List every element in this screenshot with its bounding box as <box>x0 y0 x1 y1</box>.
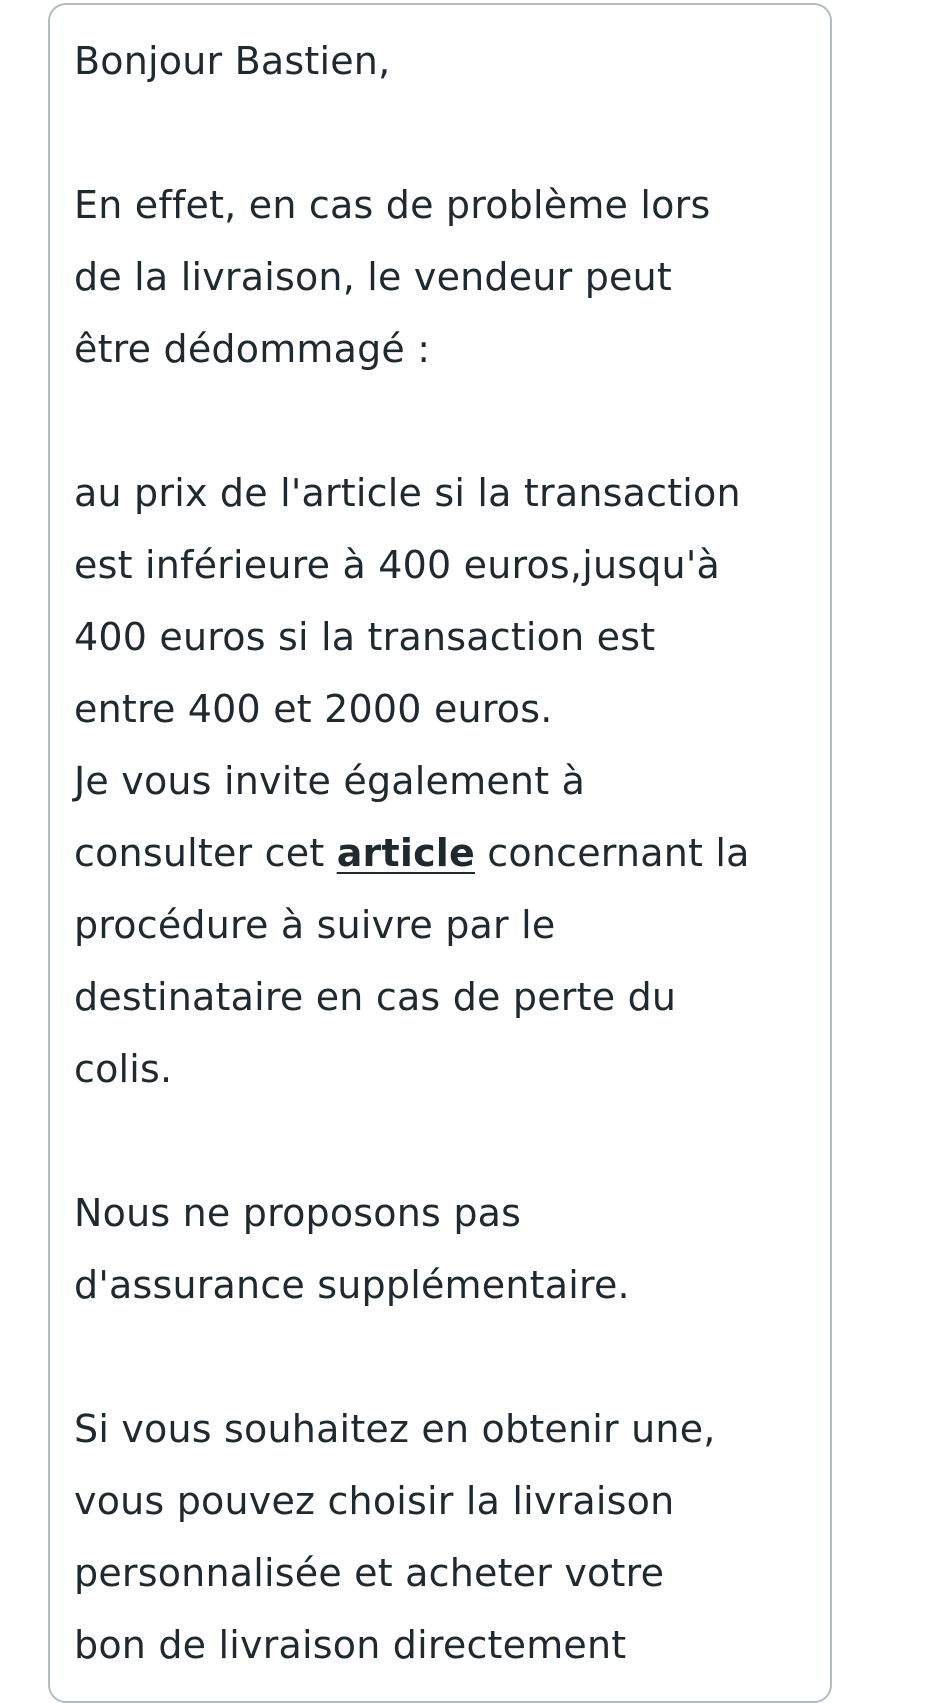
text-line: 400 euros si la transaction est <box>74 615 656 659</box>
message-bubble <box>48 3 832 1703</box>
text-line-with-link <box>74 817 814 889</box>
message-text <box>74 25 814 1681</box>
blank-line <box>74 1321 814 1393</box>
blank-line <box>74 385 814 457</box>
text-line: En effet, en cas de problème lors <box>74 183 711 227</box>
article-link[interactable]: article <box>336 831 475 875</box>
text-line: Nous ne proposons pas <box>74 1191 522 1235</box>
text-line: destinataire en cas de perte du <box>74 975 677 1019</box>
text-line: entre 400 et 2000 euros. <box>74 687 553 731</box>
text-line: procédure à suivre par le <box>74 903 556 947</box>
text-line: au prix de l'article si la transaction <box>74 471 741 515</box>
text-line: colis. <box>74 1047 173 1091</box>
text-line: personnalisée et acheter votre <box>74 1551 665 1595</box>
link-prefix: consulter cet <box>74 831 337 875</box>
text-line: Je vous invite également à <box>74 759 586 803</box>
text-line: Si vous souhaitez en obtenir une, <box>74 1407 716 1451</box>
text-line: vous pouvez choisir la livraison <box>74 1479 675 1523</box>
blank-line <box>74 1105 814 1177</box>
text-line: de la livraison, le vendeur peut <box>74 255 672 299</box>
text-line: bon de livraison directement <box>74 1623 627 1667</box>
text-line: est inférieure à 400 euros,jusqu'à <box>74 543 720 587</box>
blank-line <box>74 97 814 169</box>
text-line: être dédommagé : <box>74 327 431 371</box>
link-suffix: concernant la <box>475 831 750 875</box>
greeting: Bonjour Bastien, <box>74 39 391 83</box>
text-line: d'assurance supplémentaire. <box>74 1263 630 1307</box>
